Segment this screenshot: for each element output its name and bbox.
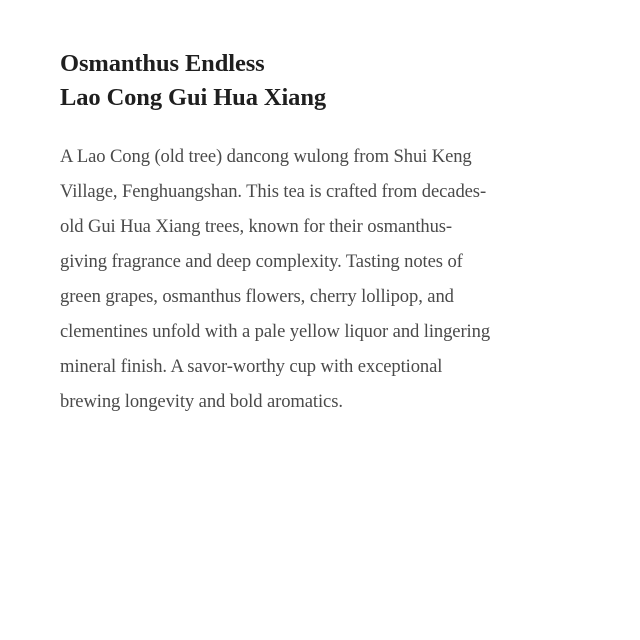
product-info-card (60, 47, 580, 419)
description-line: mineral finish. A savor-worthy cup with exceptional (60, 356, 443, 377)
description-line: brewing longevity and bold aromatics. (60, 391, 343, 412)
product-description (60, 139, 580, 419)
description-line: old Gui Hua Xiang trees, known for their osmanthus- (60, 216, 453, 237)
product-title (60, 47, 580, 115)
description-line: Village, Fenghuangshan. This tea is crafted from decades- (60, 181, 487, 202)
description-line: giving fragrance and deep complexity. Tasting notes of (60, 251, 463, 272)
description-line: A Lao Cong (old tree) dancong wulong from Shui Keng (60, 146, 472, 167)
description-line: clementines unfold with a pale yellow liquor and lingering (60, 321, 491, 342)
product-title-line-2: Lao Cong Gui Hua Xiang (60, 84, 327, 111)
description-line: green grapes, osmanthus flowers, cherry lollipop, and (60, 286, 454, 307)
product-title-line-1: Osmanthus Endless (60, 50, 265, 77)
